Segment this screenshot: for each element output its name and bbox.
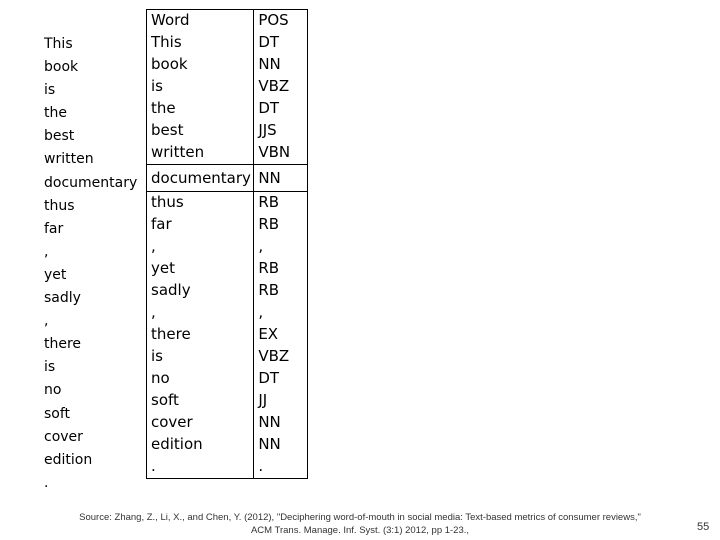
source-line-1: Source: Zhang, Z., Li, X., and Chen, Y. (2012), "Deciphering word-of-mouth in social media: Text-based metrics of consumer reviews," [79, 512, 641, 523]
word-cell: sadly [147, 280, 254, 302]
pos-cell: VBZ [254, 76, 308, 98]
word-cell: written [147, 142, 254, 165]
pos-tag-table [146, 9, 308, 479]
word-cell: is [147, 346, 254, 368]
sentence-word: cover [44, 428, 83, 445]
table-row [147, 324, 308, 346]
table-row [147, 302, 308, 324]
pos-cell: JJ [254, 390, 308, 412]
table-row [147, 142, 308, 165]
pos-cell: DT [254, 32, 308, 54]
sentence-word: the [44, 105, 67, 122]
page-number: 55 [697, 521, 710, 533]
source-citation [0, 511, 720, 537]
word-cell: is [147, 76, 254, 98]
sentence-word: sadly [44, 290, 81, 307]
sentence-word: This [44, 36, 73, 52]
sentence-word: documentary [44, 174, 138, 191]
source-line-2: ACM Trans. Manage. Inf. Syst. (3:1) 2012, pp 1-23., [250, 525, 470, 536]
table-row [147, 54, 308, 76]
pos-cell: , [254, 236, 308, 258]
table-row [147, 32, 308, 54]
sentence-word: , [44, 243, 49, 260]
table-row [147, 368, 308, 390]
table-row [147, 236, 308, 258]
sentence-word: is [44, 359, 56, 376]
word-cell: , [147, 302, 254, 324]
word-cell: best [147, 120, 254, 142]
pos-cell: NN [254, 54, 308, 76]
table-row [147, 192, 308, 215]
word-cell: , [147, 236, 254, 258]
word-cell: cover [147, 412, 254, 434]
table-row [147, 214, 308, 236]
pos-cell: POS [254, 10, 308, 33]
word-cell: no [147, 368, 254, 390]
pos-cell: NN [254, 165, 308, 192]
sentence-word: book [44, 59, 79, 76]
sentence-word-list [44, 33, 137, 495]
word-cell: the [147, 98, 254, 120]
table-row [147, 456, 308, 479]
pos-cell: VBN [254, 142, 308, 165]
word-cell: book [147, 54, 254, 76]
word-cell: yet [147, 258, 254, 280]
table-row [147, 76, 308, 98]
pos-cell: DT [254, 368, 308, 390]
pos-cell: NN [254, 412, 308, 434]
table-row [147, 98, 308, 120]
pos-cell: RB [254, 280, 308, 302]
pos-cell: DT [254, 98, 308, 120]
pos-cell: RB [254, 258, 308, 280]
table-row [147, 120, 308, 142]
sentence-word: is [44, 82, 56, 99]
table-row [147, 390, 308, 412]
pos-cell: , [254, 302, 308, 324]
word-cell: thus [147, 192, 254, 215]
pos-cell: . [254, 456, 308, 479]
sentence-word: , [44, 313, 49, 330]
table-row [147, 280, 308, 302]
sentence-word: soft [44, 405, 71, 422]
word-cell: . [147, 456, 254, 479]
word-cell: This [147, 32, 254, 54]
pos-cell: EX [254, 324, 308, 346]
word-cell: Word [147, 10, 254, 33]
table-row [147, 434, 308, 456]
table-row [147, 10, 308, 33]
sentence-word: . [44, 474, 49, 491]
word-cell: edition [147, 434, 254, 456]
pos-cell: RB [254, 192, 308, 215]
pos-cell: VBZ [254, 346, 308, 368]
sentence-word: no [44, 382, 62, 399]
sentence-word: written [44, 151, 94, 168]
sentence-word: best [44, 128, 75, 145]
pos-cell: RB [254, 214, 308, 236]
table-row [147, 412, 308, 434]
pos-cell: JJS [254, 120, 308, 142]
word-cell: documentary [147, 165, 254, 192]
sentence-word: far [44, 220, 64, 237]
sentence-word: yet [44, 266, 67, 283]
word-cell: far [147, 214, 254, 236]
table-row [147, 165, 308, 192]
sentence-word: thus [44, 197, 75, 214]
pos-cell: NN [254, 434, 308, 456]
table-row [147, 258, 308, 280]
sentence-word: there [44, 336, 82, 353]
word-cell: soft [147, 390, 254, 412]
table-row [147, 346, 308, 368]
sentence-word: edition [44, 451, 93, 468]
word-cell: there [147, 324, 254, 346]
